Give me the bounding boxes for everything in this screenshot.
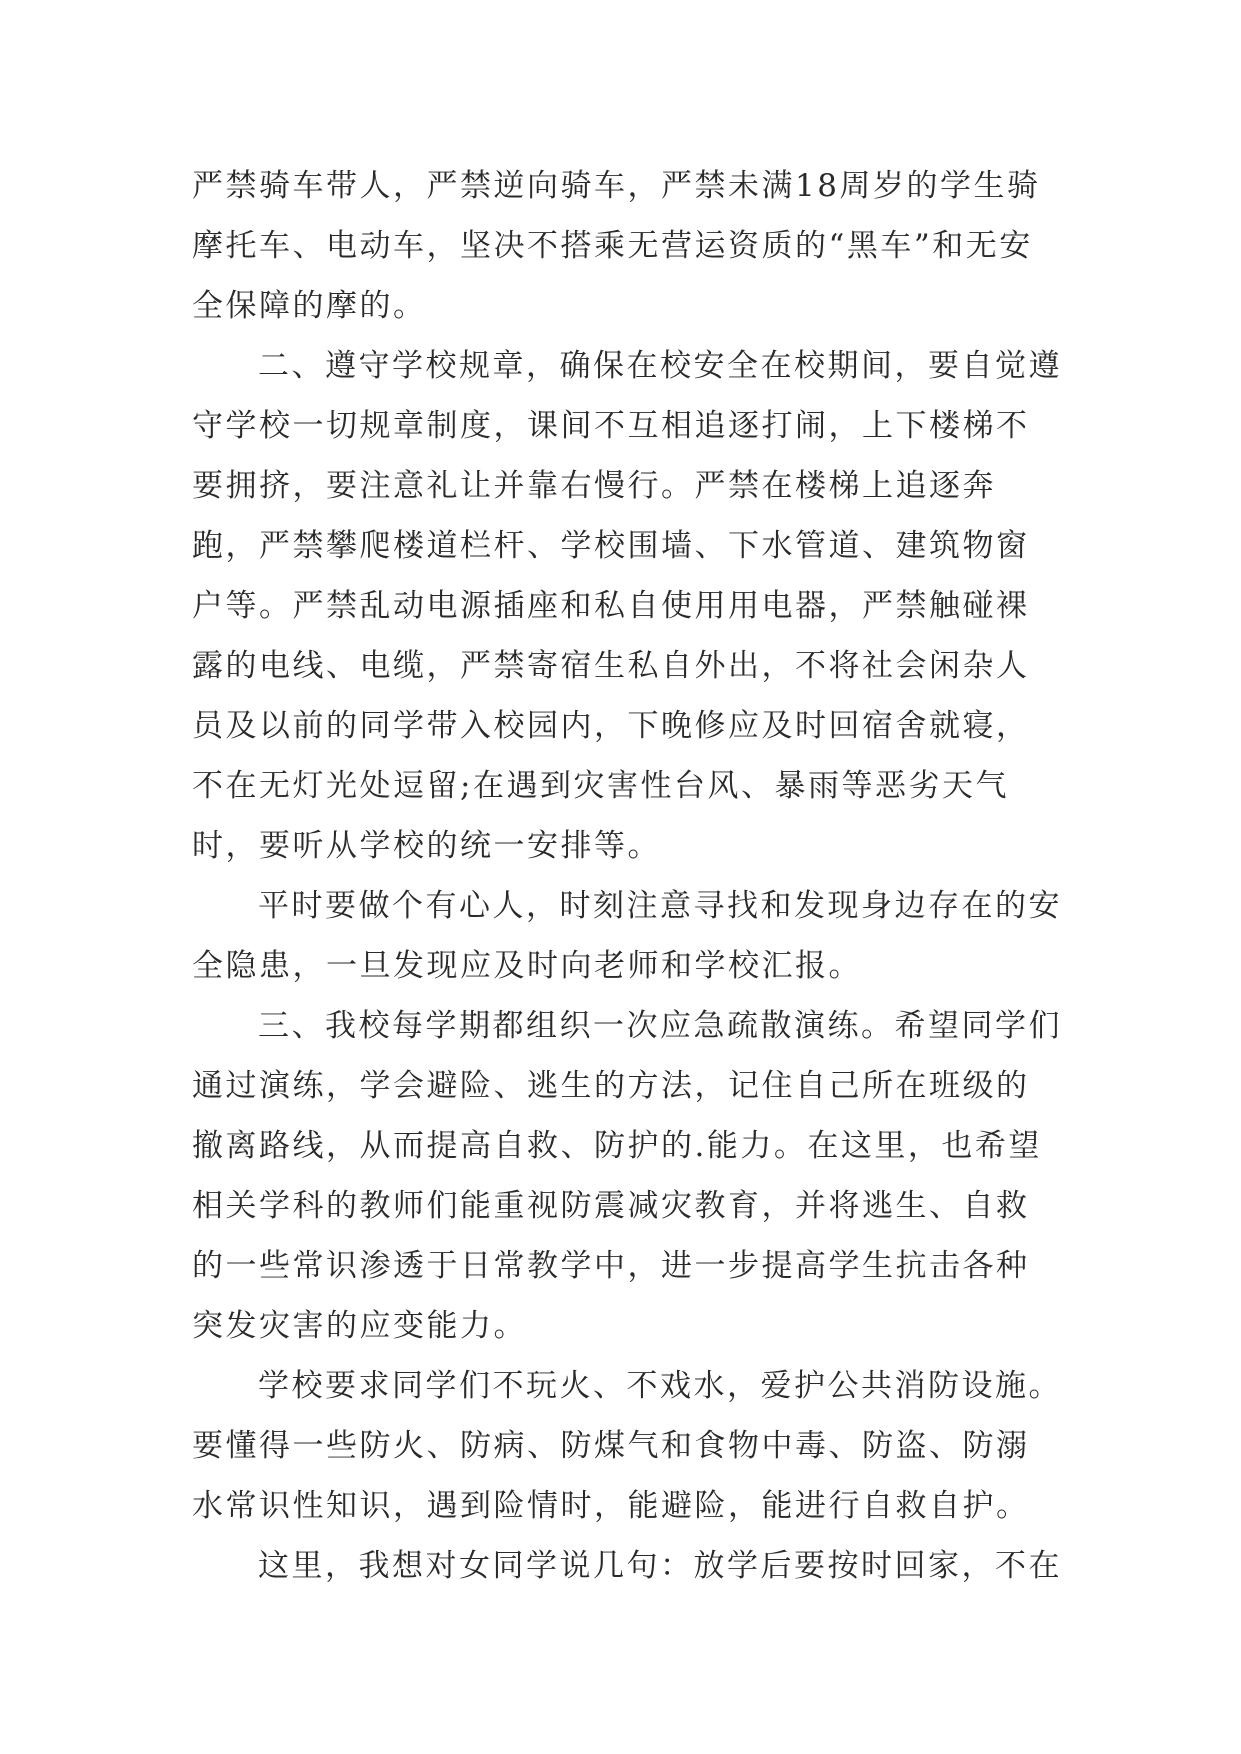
paragraph-female-students: 这里，我想对女同学说几句：放学后要按时回家，不在 bbox=[258, 1548, 1062, 1584]
paragraph-school-rules: 二、遵守学校规章，确保在校安全在校期间，要自觉遵守学校一切规章制度，课间不互相追逐打闹，上下楼梯不要拥挤，要注意礼让并靠右慢行。严禁在楼梯上追逐奔跑，严禁攀爬楼道栏杆、学校围墙、下水管道、建筑物窗户等。严禁乱动电源插座和私自使用用电器，严禁触碰裸露的电线、电缆，严禁寄宿生私自外出，不将社会闲杂人员及以前的同学带入校园内，下晚修应及时回宿舍就寝，不在无灯光处逗留;在遇到灾害性台风、暴雨等恶劣天气时，要听从学校的统一安排等。 bbox=[192, 348, 1062, 864]
paragraph-hazard-awareness: 平时要做个有心人，时刻注意寻找和发现身边存在的安全隐患，一旦发现应及时向老师和学校汇报。 bbox=[192, 888, 1062, 984]
paragraph-evacuation-drill: 三、我校每学期都组织一次应急疏散演练。希望同学们通过演练，学会避险、逃生的方法，记住自己所在班级的撤离路线，从而提高自救、防护的.能力。在这里，也希望相关学科的教师们能重视防震减灾教育，并将逃生、自救的一些常识渗透于日常教学中，进一步提高学生抗击各种突发灾害的应变能力。 bbox=[192, 1008, 1062, 1344]
paragraph-traffic-rules: 严禁骑车带人，严禁逆向骑车，严禁未满18周岁的学生骑摩托车、电动车，坚决不搭乘无营运资质的“黑车”和无安全保障的摩的。 bbox=[192, 168, 1041, 324]
paragraph-safety-knowledge: 学校要求同学们不玩火、不戏水，爱护公共消防设施。要懂得一些防火、防病、防煤气和食物中毒、防盗、防溺水常识性知识，遇到险情时，能避险，能进行自救自护。 bbox=[192, 1368, 1062, 1524]
document-body bbox=[192, 156, 1062, 1596]
